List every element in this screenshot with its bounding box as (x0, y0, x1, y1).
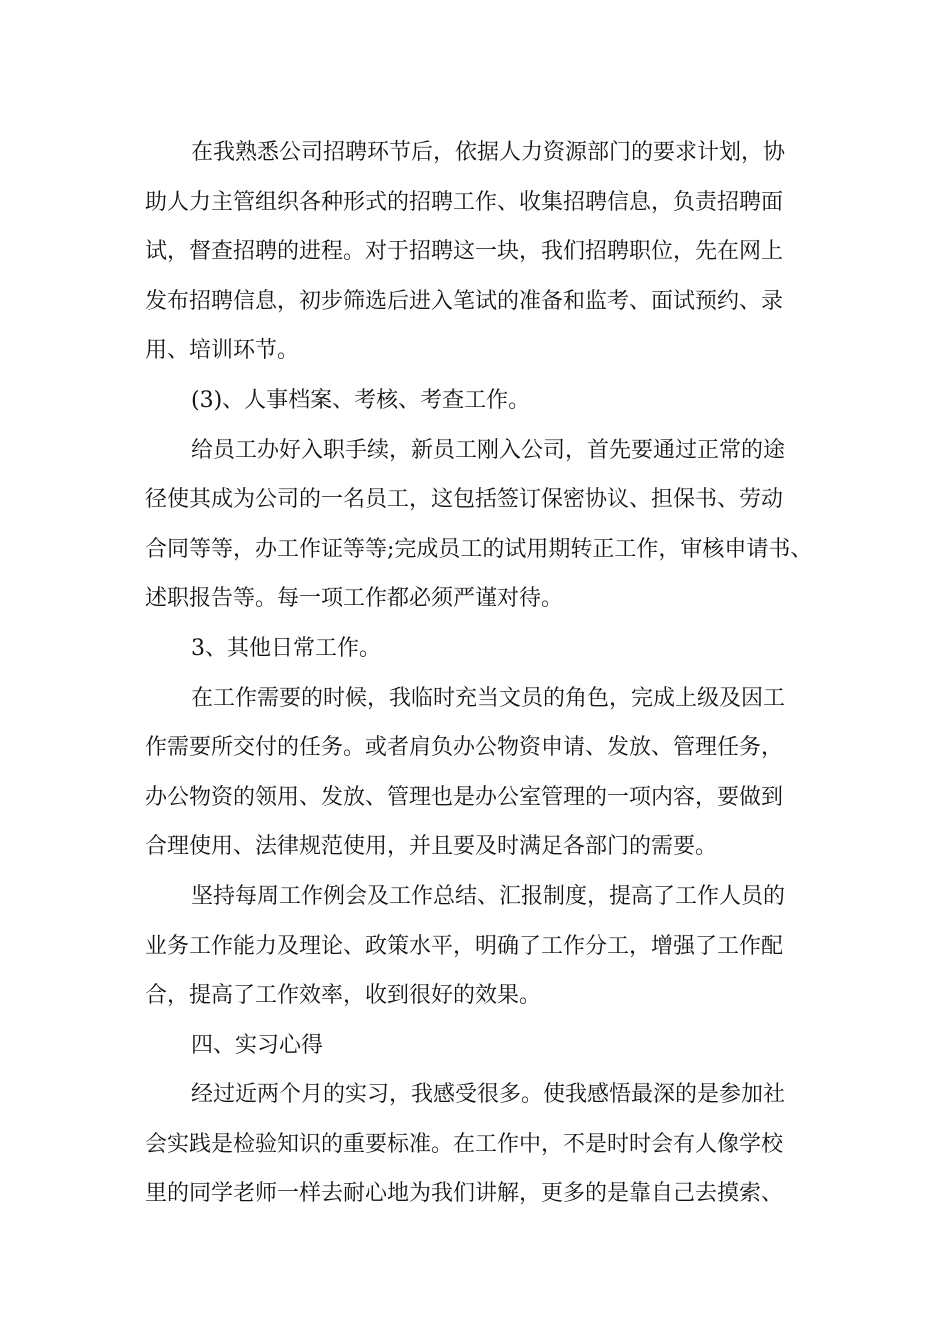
paragraph-line: 径使其成为公司的一名员工，这包括签订保密协议、担保书、劳动 (145, 487, 784, 513)
paragraph-line: 作需要所交付的任务。或者肩负办公物资申请、发放、管理任务， (145, 735, 784, 761)
section-heading: 四、实习心得 (191, 1032, 324, 1058)
paragraph-line: 助人力主管组织各种形式的招聘工作、收集招聘信息，负责招聘面 (145, 189, 784, 215)
section-heading: 3、其他日常工作。 (191, 635, 381, 661)
paragraph-line: 给员工办好入职手续，新员工刚入公司，首先要通过正常的途 (191, 437, 786, 463)
paragraph-line: 坚持每周工作例会及工作总结、汇报制度，提高了工作人员的 (191, 883, 786, 909)
section-heading: (3)、人事档案、考核、考查工作。 (191, 387, 531, 413)
paragraph-line: 发布招聘信息，初步筛选后进入笔试的准备和监考、面试预约、录 (145, 288, 784, 314)
paragraph-line: 合同等等，办工作证等等;完成员工的试用期转正工作，审核申请书、 (145, 536, 813, 562)
paragraph-line: 会实践是检验知识的重要标准。在工作中，不是时时会有人像学校 (145, 1131, 784, 1157)
paragraph-line: 在工作需要的时候，我临时充当文员的角色，完成上级及因工 (191, 685, 786, 711)
paragraph-line: 里的同学老师一样去耐心地为我们讲解，更多的是靠自己去摸索、 (145, 1181, 784, 1207)
paragraph-line: 用、培训环节。 (145, 338, 300, 364)
paragraph-line: 合，提高了工作效率，收到很好的效果。 (145, 983, 542, 1009)
paragraph-line: 合理使用、法律规范使用，并且要及时满足各部门的需要。 (145, 834, 718, 860)
paragraph-line: 述职报告等。每一项工作都必须严谨对待。 (145, 586, 564, 612)
paragraph-line: 业务工作能力及理论、政策水平，明确了工作分工，增强了工作配 (145, 933, 784, 959)
paragraph-line: 在我熟悉公司招聘环节后，依据人力资源部门的要求计划，协 (191, 140, 786, 165)
paragraph-line: 试，督查招聘的进程。对于招聘这一块，我们招聘职位，先在网上 (145, 239, 784, 265)
paragraph-line: 经过近两个月的实习，我感受很多。使我感悟最深的是参加社 (191, 1082, 786, 1108)
paragraph-line: 办公物资的领用、发放、管理也是办公室管理的一项内容，要做到 (145, 784, 784, 810)
document-body (145, 128, 813, 1219)
